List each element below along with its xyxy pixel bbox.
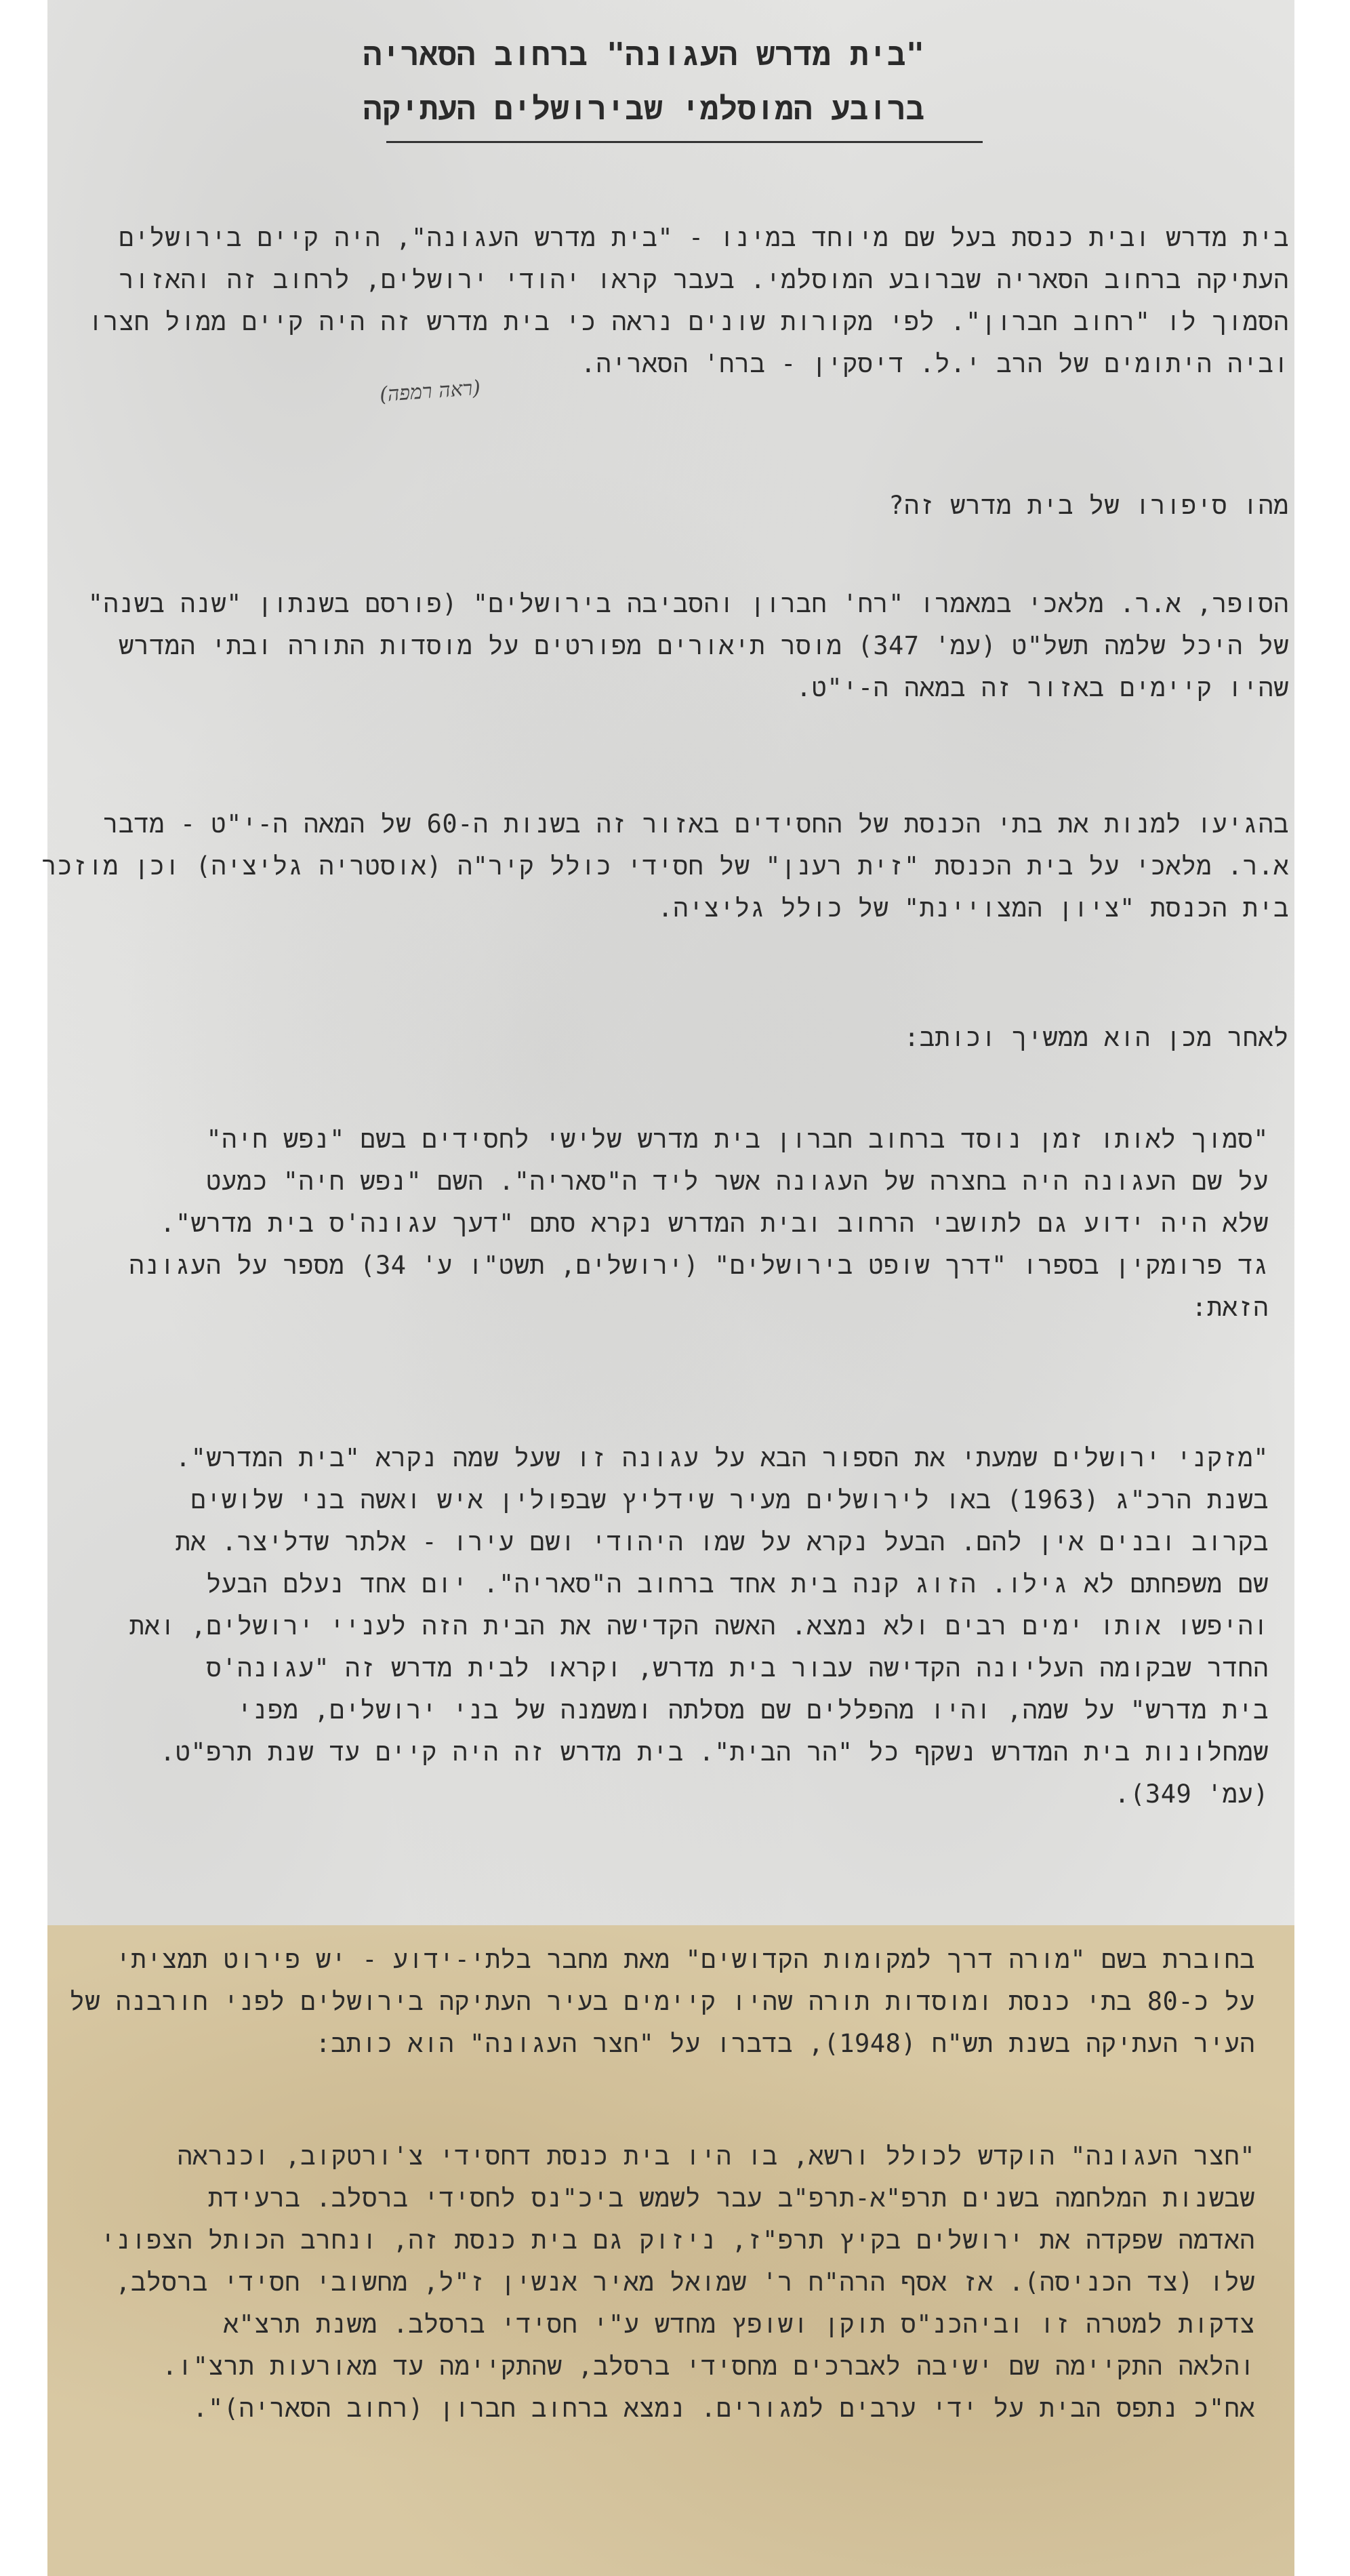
text-line: והיפשו אותו ימים רבים ולא נמצא. האשה הקדישה את הבית הזה לעניי ירושלים, ואת: [129, 1611, 1269, 1641]
text-line: האדמה שפקדה את ירושלים בקיץ תרפ"ז, ניזוק גם בית כנסת זה, ונחרב הכותל הצפוני: [100, 2226, 1255, 2255]
text-line: בשנת הרכ"ג (1963) באו לירושלים מעיר שידליץ שבפולין איש ואשה בני שלושים: [190, 1485, 1269, 1514]
paragraph-5: [69, 1017, 1289, 1059]
text-line: (עמ' 349).: [1114, 1779, 1269, 1809]
handwritten-annotation: (ראה רמפה): [378, 376, 482, 407]
text-line: העיר העתיקה בשנת תש"ח (1948), בדברו על "חצר העגונה" הוא כותב:: [315, 2029, 1255, 2058]
paragraph-3: [69, 583, 1289, 709]
text-line: בחוברת בשם "מורה דרך למקומות הקדושים" מאת מחבר בלתי-ידוע - יש פירוט תמציתי: [115, 1945, 1255, 1974]
paragraph-booklet: [69, 1939, 1255, 2065]
text-line: "סמוך לאותו זמן נוסד ברחוב חברון בית מדרש שלישי לחסידים בשם "נפש חיה": [206, 1125, 1269, 1154]
title-line-1: "בית מדרש העגונה" ברחוב הסאריה: [363, 36, 925, 73]
text-line: בהגיעו למנות את בתי הכנסת של החסידים באזור זה בשנות ה-60 של המאה ה-י"ט - מדבר: [103, 809, 1289, 839]
paragraph-4: [41, 803, 1289, 929]
text-line: שם משפחתם לא גילו. הזוג קנה בית אחד ברחוב ה"סאריה". יום אחד נעלם הבעל: [206, 1569, 1269, 1598]
text-line: לאחר מכן הוא ממשיך וכותב:: [904, 1023, 1289, 1052]
text-line: החדר שבקומה העליונה הקדישה עבור בית מדרש, וקראו לבית מדרש זה "עגונה'ס: [206, 1653, 1269, 1683]
title-underline: [386, 141, 983, 143]
text-line: שלו (צד הכניסה). אז אסף הרה"ח ר' שמואל מאיר אנשין ז"ל, מחשובי חסידי ברסלב,: [115, 2268, 1255, 2297]
text-line: שבשנות המלחמה בשנים תרפ"א-תרפ"ב עבר לשמש ביכ"נס לחסידי ברסלב. ברעידת: [208, 2183, 1255, 2213]
text-line: צדקות למטרה זו וביהכנ"ס תוקן ושופץ מחדש ע"י חסידי ברסלב. משנת תרצ"א: [223, 2310, 1255, 2339]
quote-2: [69, 1437, 1269, 1815]
text-line: א.ר. מלאכי על בית הכנסת "זית רענן" של חסידי כולל קיר"ה (אוסטריה גליציה) וכן מוזכר: [41, 851, 1289, 881]
text-line: הסמוך לו "רחוב חברון". לפי מקורות שונים נראה כי בית מדרש זה היה קיים ממול חצרו: [87, 307, 1289, 336]
text-line: אח"כ נתפס הבית על ידי ערבים למגורים. נמצא ברחוב חברון (רחוב הסאריה)".: [192, 2394, 1255, 2423]
text-line: שמחלונות בית המדרש נשקף כל "הר הבית". בית מדרש זה היה קיים עד שנת תרפ"ט.: [159, 1737, 1269, 1767]
text-line: בית מדרש" על שמה, והיו מהפללים שם מסלתה ומשמנה של בני ירושלים, מפני: [237, 1695, 1269, 1725]
text-line: מהו סיפורו של בית מדרש זה?: [888, 491, 1289, 520]
text-line: של היכל שלמה תשל"ט (עמ' 347) מוסר תיאורים מפורטים על מוסדות התורה ובתי המדרש: [119, 631, 1289, 660]
text-line: הזאת:: [1191, 1293, 1269, 1322]
text-line: וביה היתומים של הרב י.ל. דיסקין - ברח' הסאריה.: [580, 349, 1289, 378]
text-line: על כ-80 בתי כנסת ומוסדות תורה שהיו קיימים בעיר העתיקה בירושלים לפני חורבנה של: [69, 1987, 1255, 2016]
text-line: בית הכנסת "ציון המצויינת" של כולל גליציה.: [657, 893, 1289, 923]
text-line: והלאה התקיימה שם ישיבה לאברכים מחסידי ברסלב, שהתקיימה עד מאורעות תרצ"ו.: [162, 2352, 1255, 2381]
paragraph-2: [69, 485, 1289, 527]
text-line: שלא היה ידוע גם לתושבי הרחוב ובית המדרש נקרא סתם "דעך עגונה'ס בית מדרש".: [160, 1209, 1269, 1238]
text-line: "חצר העגונה" הוקדש לכולל ורשא, בו היו בית כנסת דחסידי צ'ורטקוב, וכנראה: [177, 2141, 1255, 2171]
text-line: גד פרומקין בספרו "דרך שופט בירושלים" (ירושלים, תשט"ו ע' 34) מספר על העגונה: [129, 1251, 1269, 1280]
document-title: [203, 27, 1084, 136]
title-line-2: ברובע המוסלמי שבירושלים העתיקה: [363, 90, 925, 127]
text-line: שהיו קיימים באזור זה במאה ה-י"ט.: [796, 673, 1289, 702]
text-line: בקרוב ובנים אין להם. הבעל נקרא על שמו היהודי ושם עירו - אלתר שדליצר. את: [175, 1527, 1269, 1556]
text-line: העתיקה ברחוב הסאריה שברובע המוסלמי. בעבר קראו יהודי ירושלים, לרחוב זה והאזור: [119, 265, 1289, 294]
quote-1: [69, 1119, 1269, 1329]
text-line: "מזקני ירושלים שמעתי את הספור הבא על עגונה זו שעל שמה נקרא "בית המדרש".: [175, 1443, 1269, 1472]
text-line: בית מדרש ובית כנסת בעל שם מיוחד במינו - "בית מדרש העגונה", היה קיים בירושלים: [119, 223, 1289, 252]
text-line: הסופר, א.ר. מלאכי במאמרו "רח' חברון והסביבה בירושלים" (פורסם בשנתון "שנה בשנה": [87, 589, 1289, 618]
quote-3: [76, 2135, 1255, 2430]
paragraph-1: [69, 217, 1289, 385]
text-line: על שם העגונה היה בחצרה של העגונה אשר ליד ה"סאריה". השם "נפש חיה" כמעט: [206, 1167, 1269, 1196]
